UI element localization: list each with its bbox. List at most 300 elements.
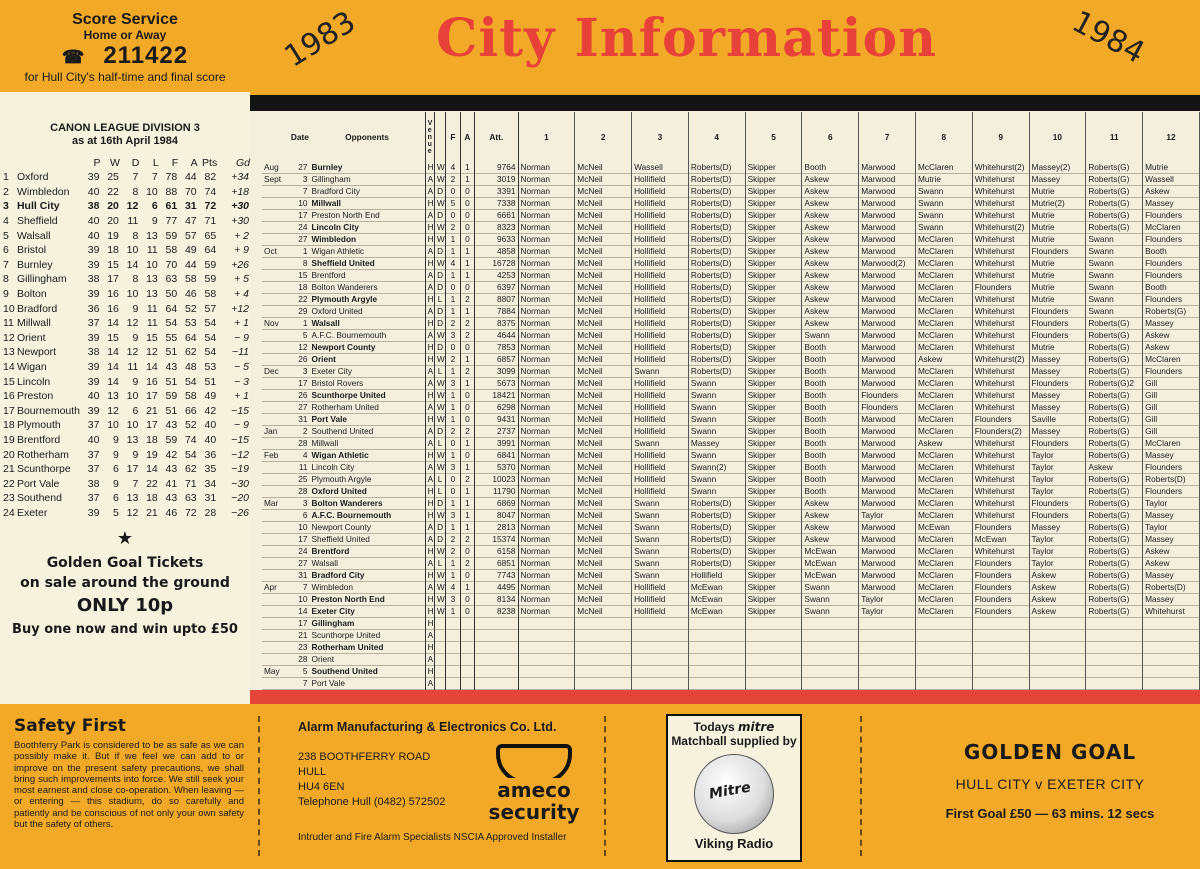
fixture-player: Roberts(D) [688, 534, 745, 546]
fixture-month: Oct [264, 246, 277, 257]
fixture-player: McClaren [915, 546, 972, 558]
fixture-player: Skipper [745, 582, 802, 594]
league-stat: 39 [87, 244, 100, 257]
fixture-player [972, 678, 1029, 690]
fixture-player: Askew [802, 198, 859, 210]
league-stat: 58 [184, 273, 197, 286]
fixture-goals-against: 0 [460, 606, 474, 618]
fixture-player: Hollifield [632, 210, 689, 222]
fixture-goals-against: 0 [460, 546, 474, 558]
fixture-goals-for: 1 [446, 366, 460, 378]
fixture-attendance [475, 654, 518, 666]
league-goal-diff: −15 [231, 433, 249, 446]
fixture-player: Swann [802, 594, 859, 606]
fixture-venue: A [425, 582, 434, 594]
fixture-player: Roberts(G) [1086, 198, 1143, 210]
fixture-player: Mutrie [1029, 342, 1086, 354]
fixture-player: Flounders [972, 558, 1029, 570]
fixture-player: Taylor [1029, 534, 1086, 546]
fixture-player: Massey [1029, 390, 1086, 402]
fixture-player [1086, 642, 1143, 654]
league-stat: 19 [107, 229, 119, 242]
league-row [2, 228, 250, 243]
fixture-player: McNeil [575, 246, 632, 258]
fixture-player: Swann [632, 570, 689, 582]
league-stat: 39 [87, 331, 100, 344]
league-stat: 58 [204, 288, 217, 301]
fixture-result: W [436, 402, 445, 413]
fixture-result: W [436, 330, 445, 341]
league-stat: 9 [132, 448, 139, 461]
fixture-player: Roberts(G) [1086, 486, 1143, 498]
league-stat: 18 [146, 433, 158, 446]
league-team: Exeter [16, 506, 48, 519]
fixture-player: McClaren [915, 330, 972, 342]
fixture-player: Skipper [745, 270, 802, 282]
fixture-attendance: 8238 [475, 606, 518, 618]
fixture-player: Massey [1029, 174, 1086, 186]
league-stat: 39 [87, 258, 100, 271]
fixture-player: McNeil [575, 318, 632, 330]
fixture-player [688, 678, 745, 690]
league-team: Preston [16, 390, 54, 403]
fixture-player [688, 630, 745, 642]
league-stat: 40 [87, 390, 100, 403]
fixture-goals-against [460, 642, 474, 654]
fixture-row [262, 510, 1200, 522]
fixture-player: Skipper [745, 246, 802, 258]
fixture-player [915, 642, 972, 654]
fixture-player [859, 630, 916, 642]
fixture-player: Skipper [745, 474, 802, 486]
fixture-player: Massey(2) [1029, 162, 1086, 174]
fixture-player: Flounders [1143, 366, 1200, 378]
fixture-attendance: 9431 [475, 414, 518, 426]
fixture-player [915, 678, 972, 690]
fixture-player: Skipper [745, 234, 802, 246]
fixture-player: Askew [802, 522, 859, 534]
fixture-player: Skipper [745, 522, 802, 534]
fixture-player: Roberts(G) [1086, 318, 1143, 330]
fixture-player: Taylor [1029, 450, 1086, 462]
fixture-player: McNeil [575, 582, 632, 594]
fixture-goals-for: 0 [446, 438, 460, 450]
fixture-opponent: Exeter City [311, 366, 353, 377]
fixture-day: 4 [302, 450, 308, 461]
league-stat: 71 [204, 215, 217, 228]
fixture-player: Massey [1029, 366, 1086, 378]
fixture-row [262, 282, 1200, 294]
fixture-attendance: 8807 [475, 294, 518, 306]
league-stat: 20 [107, 200, 119, 213]
fixture-month: Dec [264, 366, 279, 377]
fixture-venue: A [425, 678, 434, 690]
fixture-player: Mutrie [1029, 222, 1086, 234]
fixture-player [915, 654, 972, 666]
fixture-player [1086, 630, 1143, 642]
fixture-player: Norman [518, 282, 575, 294]
fixture-player: Hollifield [632, 174, 689, 186]
fixture-player: Whitehurst [972, 270, 1029, 282]
league-stat: 43 [165, 492, 178, 505]
fixture-player: McClaren [915, 486, 972, 498]
fixture-player: McClaren [915, 342, 972, 354]
fixture-month [262, 282, 289, 294]
fixture-player [518, 666, 575, 678]
league-stat: 54 [184, 448, 197, 461]
fixture-row [262, 534, 1200, 546]
fixture-day: 7 [302, 678, 308, 689]
league-position: 18 [3, 419, 15, 432]
fixture-player: Hollifield [632, 582, 689, 594]
fixture-player: Marwood [859, 162, 916, 174]
fixture-player [802, 654, 859, 666]
fixture-month [262, 570, 289, 582]
fixture-result: W [436, 570, 445, 581]
fixture-player [575, 666, 632, 678]
fixture-player: Booth [802, 450, 859, 462]
fixture-day: 18 [298, 282, 308, 293]
fixture-attendance: 4253 [475, 270, 518, 282]
fixture-goals-for [446, 666, 460, 678]
league-team: Port Vale [16, 477, 60, 490]
fixture-player: Booth [802, 366, 859, 378]
fixture-player: Swann [632, 498, 689, 510]
fixture-player: Roberts(G) [1086, 510, 1143, 522]
fixture-player [972, 630, 1029, 642]
fixture-player: Gill [1143, 414, 1200, 426]
fixture-player: Marwood [859, 414, 916, 426]
fixture-player: McClaren [1143, 438, 1200, 450]
fixture-goals-for: 1 [446, 570, 460, 582]
fixture-player: Skipper [745, 570, 802, 582]
fixture-player: Taylor [859, 606, 916, 618]
fixture-player: Whitehurst [972, 498, 1029, 510]
fixture-player [688, 654, 745, 666]
fixture-row [262, 678, 1200, 690]
fixture-player [745, 654, 802, 666]
league-stat: 74 [204, 185, 217, 198]
fixture-opponent: Plymouth Argyle [311, 474, 372, 485]
league-stat: 52 [184, 302, 197, 315]
fixture-player [802, 678, 859, 690]
fixture-goals-against: 0 [460, 594, 474, 606]
fixture-player: Whitehurst [972, 258, 1029, 270]
fixture-goals-for [446, 642, 460, 654]
fixture-player: McEwan [802, 570, 859, 582]
fixture-attendance: 7338 [475, 198, 518, 210]
league-goal-diff: −11 [231, 346, 249, 359]
league-stat: 16 [107, 302, 119, 315]
league-goal-diff: − 9 [234, 331, 249, 344]
league-row [2, 476, 250, 491]
fixture-goals-for: 1 [446, 294, 460, 306]
fixture-venue: H [425, 294, 434, 306]
fixture-row [262, 342, 1200, 354]
fixture-player: Flounders [972, 522, 1029, 534]
fixture-player [972, 654, 1029, 666]
fixture-day: 28 [298, 654, 308, 665]
fixture-player: Norman [518, 450, 575, 462]
league-stat: 7 [132, 477, 139, 490]
fixture-row [262, 318, 1200, 330]
fixture-player: Whitehurst [972, 450, 1029, 462]
header-a: A [460, 112, 474, 162]
mitre-logo: mitre [738, 720, 775, 734]
fixture-player [518, 630, 575, 642]
fixture-opponent: Bristol Rovers [311, 378, 364, 389]
fixture-goals-for: 2 [446, 546, 460, 558]
fixture-player: Marwood [859, 426, 916, 438]
league-stat: 40 [204, 433, 217, 446]
league-position: 7 [3, 258, 9, 271]
league-name: CANON LEAGUE DIVISION 3 [50, 122, 200, 134]
fixture-goals-for: 1 [446, 558, 460, 570]
fixture-player: McClaren [915, 450, 972, 462]
fixture-result: W [436, 582, 445, 593]
fixture-venue: H [425, 486, 434, 498]
fixture-player: Norman [518, 558, 575, 570]
fixture-day: 31 [298, 414, 308, 425]
league-stat: 28 [204, 506, 217, 519]
league-stat: 17 [146, 419, 158, 432]
fixture-goals-against [460, 618, 474, 630]
fixture-player: McNeil [575, 342, 632, 354]
fixture-venue: H [425, 234, 434, 246]
league-position: 22 [3, 477, 15, 490]
fixture-player: McNeil [575, 354, 632, 366]
fixture-player: Roberts(D) [688, 258, 745, 270]
league-stat: 14 [107, 361, 119, 374]
fixture-player: Flounders [1143, 258, 1200, 270]
fixture-goals-against: 1 [460, 582, 474, 594]
league-position: 3 [3, 200, 9, 213]
fixture-player: Hollifield [632, 234, 689, 246]
fixture-attendance: 6841 [475, 450, 518, 462]
league-stat: 14 [126, 258, 139, 271]
fixture-player: Hollifield [632, 402, 689, 414]
address-line: HU4 6EN [298, 781, 345, 793]
fixture-month [262, 486, 289, 498]
fixture-player: Whitehurst [972, 198, 1029, 210]
fixture-result: L [437, 294, 443, 305]
fixture-player: Roberts(G) [1086, 606, 1143, 618]
fixture-goals-for: 0 [446, 186, 460, 198]
golden-ad-line2: on sale around the ground [20, 575, 230, 592]
fixture-player [1143, 630, 1200, 642]
league-team: Hull City [16, 200, 60, 213]
fixture-player: Swann [688, 378, 745, 390]
fixture-result: W [436, 594, 445, 605]
fixture-player: McNeil [575, 198, 632, 210]
fixture-opponent: Rotherham United [311, 402, 379, 413]
fixture-player: Roberts(D) [688, 342, 745, 354]
league-stat: 8 [132, 229, 139, 242]
fixture-attendance: 4495 [475, 582, 518, 594]
header-player-5: 5 [745, 112, 802, 162]
league-row [2, 185, 250, 200]
fixture-player [518, 618, 575, 630]
fixture-player: Swann [1086, 270, 1143, 282]
league-stat: 51 [204, 375, 217, 388]
league-stat: 8 [132, 273, 139, 286]
league-row [2, 374, 250, 389]
fixture-goals-against: 0 [460, 342, 474, 354]
league-row [2, 170, 250, 185]
fixture-player: Roberts(D) [688, 354, 745, 366]
fixture-player: Roberts(G) [1086, 426, 1143, 438]
fixture-player: Askew [1029, 594, 1086, 606]
league-stat: 54 [184, 375, 197, 388]
league-stat: 6 [113, 463, 119, 476]
fixture-row [262, 474, 1200, 486]
fixture-player [575, 630, 632, 642]
fixture-row [262, 222, 1200, 234]
fixture-opponent: Southend United [311, 666, 378, 677]
league-team: Bristol [16, 244, 47, 257]
league-row [2, 331, 250, 346]
fixture-player: McClaren [915, 414, 972, 426]
fixture-day: 3 [302, 498, 308, 509]
league-stat: 9 [132, 302, 139, 315]
fixture-opponent: Preston North End [311, 210, 380, 221]
fixture-row [262, 246, 1200, 258]
fixture-attendance: 6851 [475, 558, 518, 570]
fixture-goals-against: 1 [460, 462, 474, 474]
fixture-player: Whitehurst [972, 438, 1029, 450]
league-row [2, 360, 250, 375]
fixture-player: Marwood [859, 582, 916, 594]
league-stat: 72 [204, 200, 217, 213]
league-row [2, 389, 250, 404]
fixture-attendance: 6869 [475, 498, 518, 510]
fixture-result: D [437, 270, 444, 281]
league-stat: 10 [107, 419, 119, 432]
header-player-3: 3 [632, 112, 689, 162]
fixture-player: McClaren [1143, 354, 1200, 366]
fixture-opponent: Millwall [311, 198, 341, 209]
fixture-row [262, 414, 1200, 426]
fixture-day: 26 [298, 354, 308, 365]
league-stat: 58 [184, 390, 197, 403]
fixture-player: Marwood [859, 522, 916, 534]
fixture-player: Swann [632, 546, 689, 558]
fixture-venue: A [425, 654, 434, 666]
fixture-result: L [437, 366, 443, 377]
fixture-day: 2 [302, 426, 308, 437]
fixture-player: Marwood [859, 498, 916, 510]
fixture-player: McNeil [575, 522, 632, 534]
fixture-goals-for: 5 [446, 198, 460, 210]
header-player-1: 1 [518, 112, 575, 162]
fixture-attendance: 6857 [475, 354, 518, 366]
fixture-player: McClaren [915, 558, 972, 570]
fixture-player [859, 618, 916, 630]
fixture-player: McEwan [688, 582, 745, 594]
fixture-goals-against: 2 [460, 474, 474, 486]
fixture-month [262, 354, 289, 366]
fixture-month: Aug [264, 162, 279, 173]
fixture-row [262, 210, 1200, 222]
fixture-day: 7 [302, 582, 308, 593]
fixture-row [262, 294, 1200, 306]
fixture-player [859, 678, 916, 690]
fixture-opponent: Brentford [311, 270, 346, 281]
fixture-player: Hollifield [632, 258, 689, 270]
league-stat: 50 [165, 288, 178, 301]
fixture-player: Swann [632, 438, 689, 450]
league-team: Gillingham [16, 273, 67, 286]
fixture-player: Massey [1143, 594, 1200, 606]
fixture-player: Flounders [1029, 510, 1086, 522]
fixture-player: Roberts(D) [688, 174, 745, 186]
league-position: 16 [3, 390, 15, 403]
league-stat: 10 [126, 390, 139, 403]
fixture-row [262, 570, 1200, 582]
fixture-month [262, 438, 289, 450]
fixture-player: Roberts(G) [1086, 402, 1143, 414]
fixture-month [262, 594, 289, 606]
fixture-day: 1 [302, 246, 308, 257]
fixture-row [262, 642, 1200, 654]
alarm-company: Alarm Manufacturing & Electronics Co. Ltd. [298, 720, 557, 734]
fixture-player: McNeil [575, 210, 632, 222]
fixture-player: Hollifield [632, 330, 689, 342]
league-stat: 11 [146, 302, 158, 315]
fixture-player: Roberts(G) [1086, 582, 1143, 594]
fixture-player: Skipper [745, 354, 802, 366]
league-stat: 46 [184, 288, 197, 301]
fixture-goals-for: 1 [446, 414, 460, 426]
fixture-player: Swann [632, 366, 689, 378]
fixture-player: Whitehurst [972, 246, 1029, 258]
fixture-player: Norman [518, 390, 575, 402]
league-goal-diff: −30 [231, 477, 249, 490]
fixture-opponent: Walsall [311, 318, 340, 329]
fixture-player: Hollifield [632, 486, 689, 498]
fixture-day: 27 [298, 162, 308, 173]
fixture-opponent: Bolton Wanderers [311, 498, 383, 509]
league-stat: 55 [165, 331, 178, 344]
league-stat: 40 [87, 185, 100, 198]
fixture-row [262, 438, 1200, 450]
fixture-player: Skipper [745, 366, 802, 378]
fixture-day: 11 [298, 462, 308, 473]
league-position: 21 [3, 463, 15, 476]
fixture-player: McClaren [915, 510, 972, 522]
fixture-player: Marwood [859, 318, 916, 330]
league-stat: 88 [165, 185, 178, 198]
fixture-player: Mutrie [915, 174, 972, 186]
league-stat: 54 [204, 317, 217, 330]
fixture-player: Mutrie [1029, 294, 1086, 306]
fixture-player: Roberts(G) [1086, 354, 1143, 366]
league-stat: 9 [113, 448, 119, 461]
fixture-result: W [436, 414, 445, 425]
fixture-goals-against: 0 [460, 414, 474, 426]
fixture-player: Marwood [859, 438, 916, 450]
fixture-result: W [436, 546, 445, 557]
fixture-player: Roberts(G) [1086, 366, 1143, 378]
league-col-header: D [131, 157, 140, 169]
league-stat: 47 [184, 215, 197, 228]
fixture-player: Gill [1143, 378, 1200, 390]
phone-note: for Hull City's half-time and final score [24, 70, 226, 84]
fixture-venue: H [425, 162, 434, 174]
fixture-player: Roberts(D) [688, 522, 745, 534]
league-position: 17 [3, 404, 15, 417]
fixture-player: Booth [802, 378, 859, 390]
